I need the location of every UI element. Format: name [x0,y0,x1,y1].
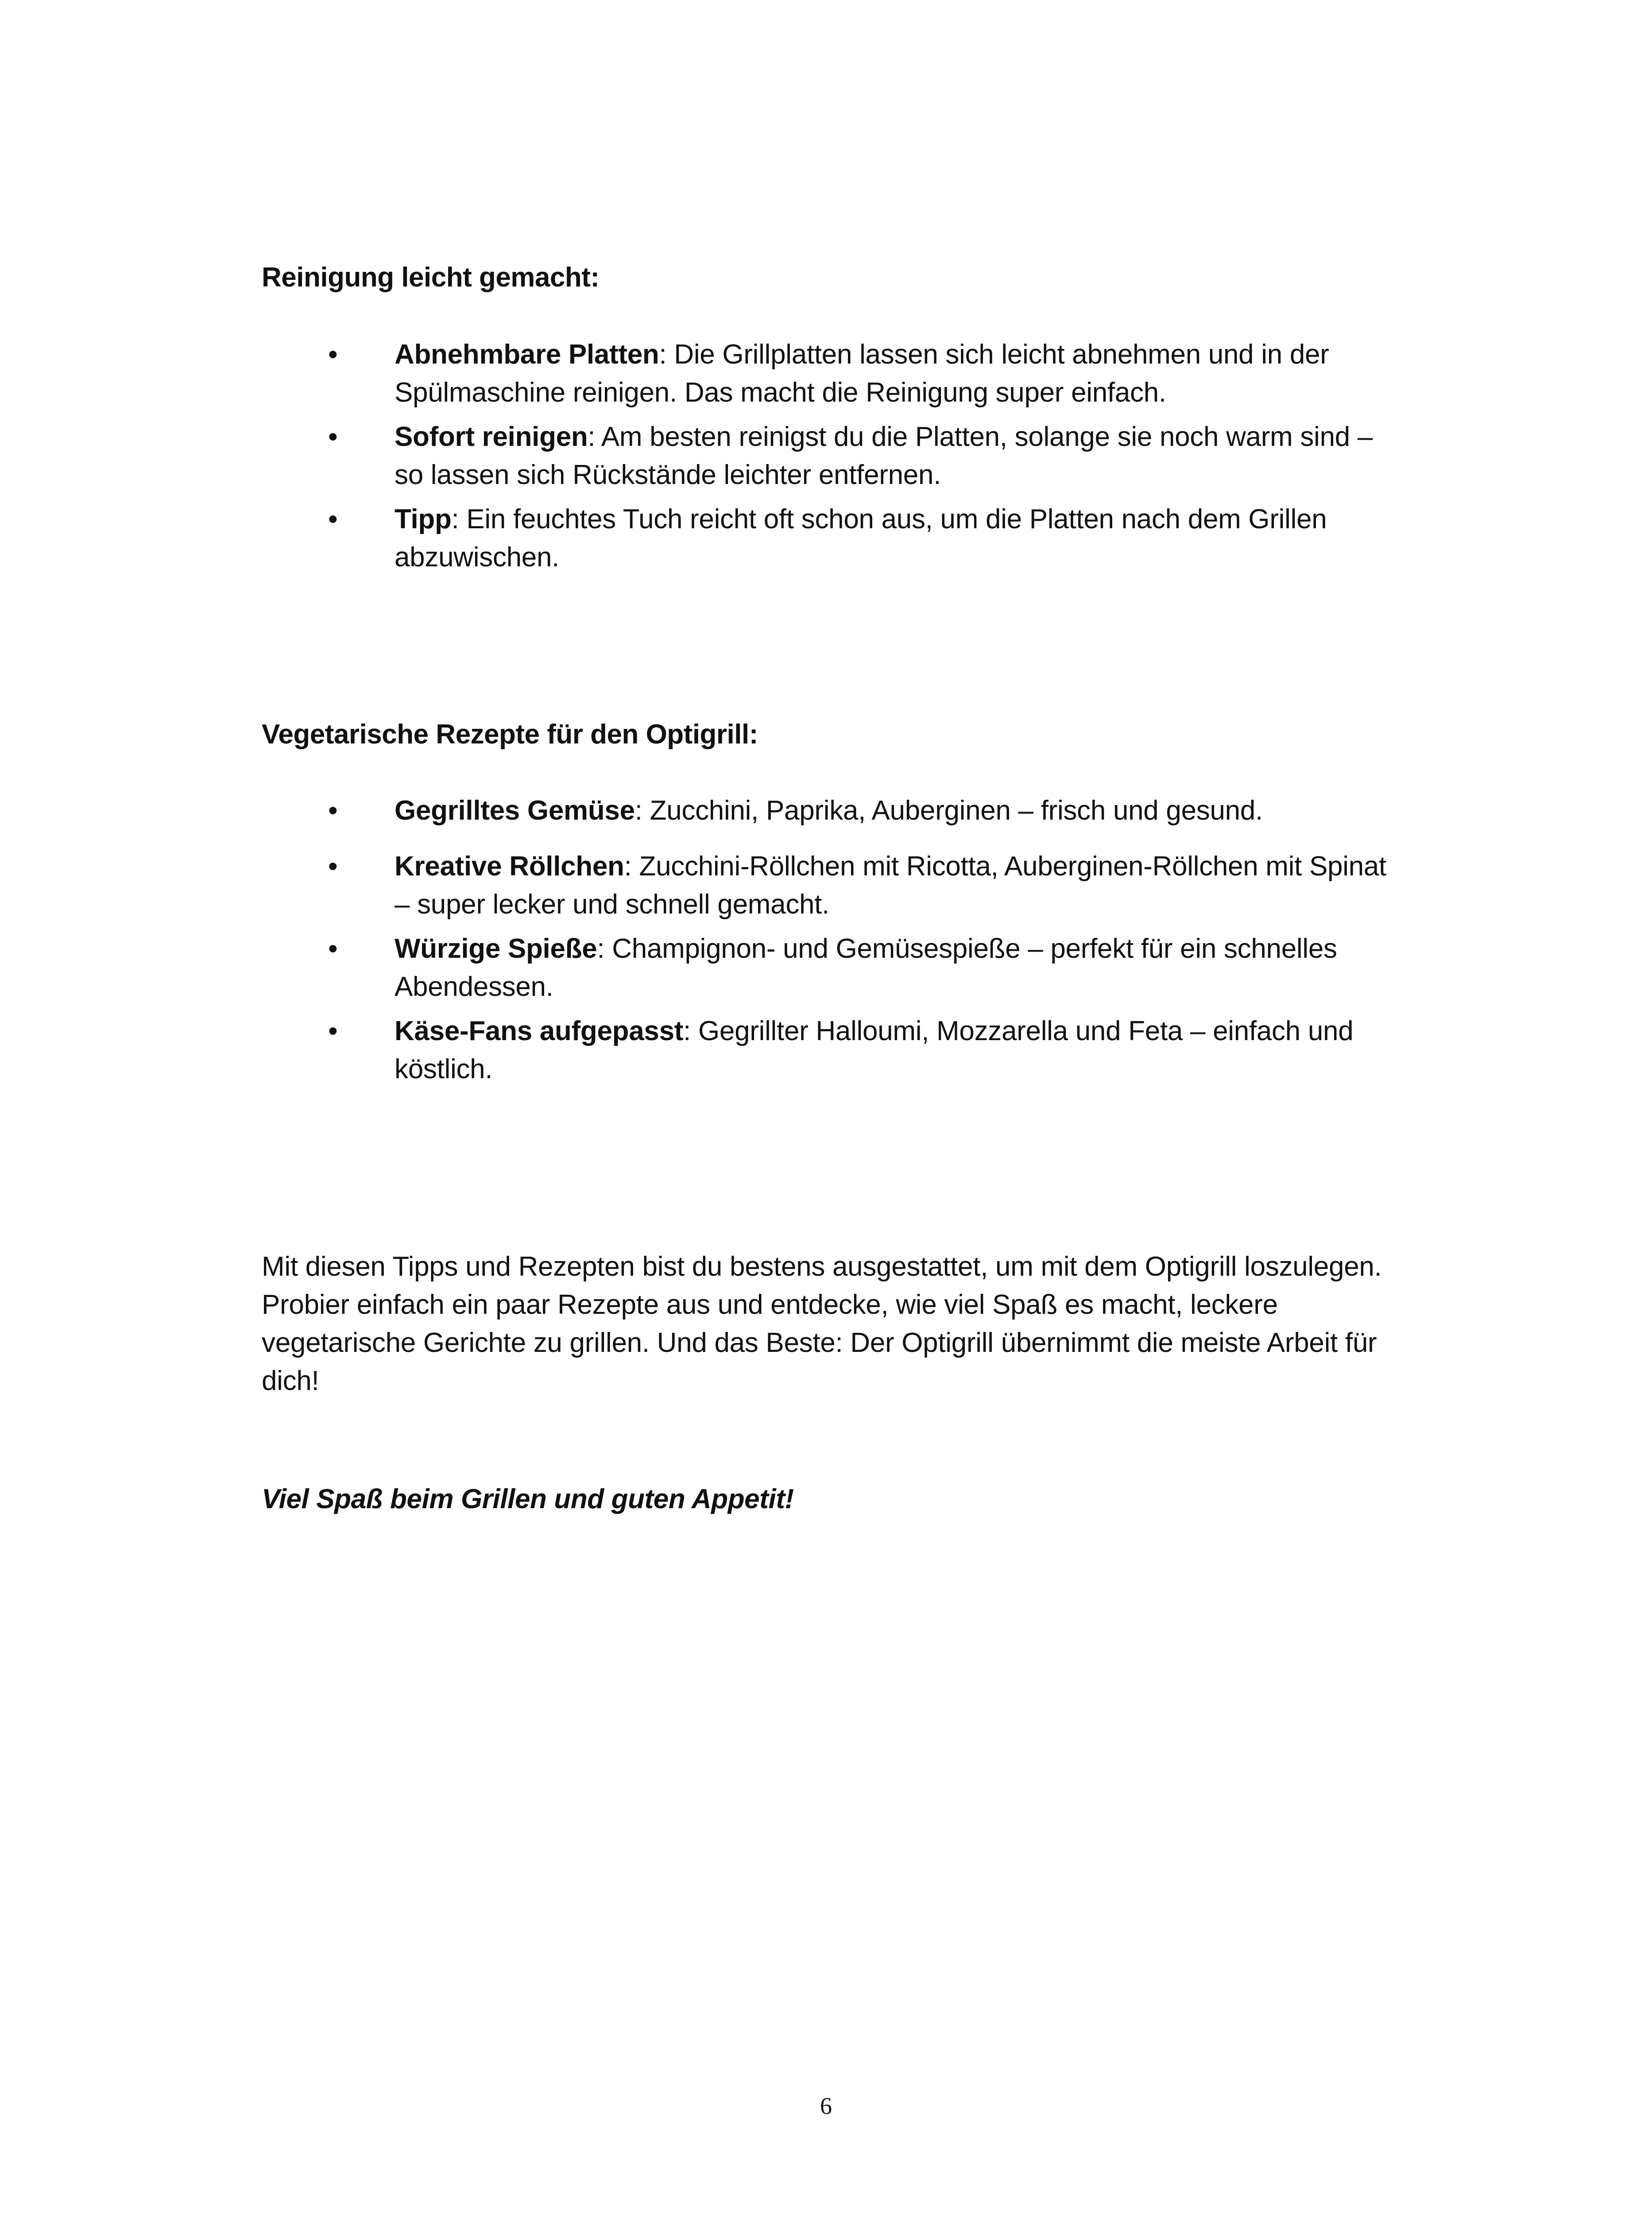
list-item-term: Sofort reinigen [395,422,588,452]
bullet-icon: • [328,422,338,452]
bullet-icon: • [328,933,338,964]
list-item-text: : Champignon- und Gemüsespieße – perfekt für ein schnelles Abendessen. [395,933,1337,1002]
bullet-icon: • [328,851,338,882]
list-item-text: : Ein feuchtes Tuch reicht oft schon aus, um die Platten nach dem Grillen abzuwischen. [395,504,1327,573]
cleaning-heading: Reinigung leicht gemacht: [262,262,600,293]
page-number: 6 [820,2093,832,2119]
list-item [262,1012,1395,1088]
list-item-term: Würzige Spieße [395,933,597,964]
list-item-text: : Zucchini-Röllchen mit Ricotta, Auberginen-Röllchen mit Spinat – super lecker und schnell gemacht. [395,851,1386,920]
recipes-list [262,792,1395,1088]
list-item-term: Tipp [395,504,452,534]
closing-line: Viel Spaß beim Grillen und guten Appetit! [262,1484,794,1514]
bullet-icon: • [328,504,338,534]
list-item-term: Gegrilltes Gemüse [395,795,635,826]
list-item-text: : Am besten reinigst du die Platten, solange sie noch warm sind – so lassen sich Rückstände leichter entfernen. [395,422,1373,490]
bullet-icon: • [328,1016,338,1046]
list-item [262,930,1395,1006]
list-item-term: Käse-Fans aufgepasst [395,1016,684,1046]
list-item [262,848,1395,924]
list-item [262,336,1395,412]
list-item-term: Kreative Röllchen [395,851,624,882]
summary-paragraph: Mit diesen Tipps und Rezepten bist du bestens ausgestattet, um mit dem Optigrill loszulegen. Probier einfach ein paar Rezepte aus und entdecke, wie viel Spaß es macht, leckere vegetarische Gerichte zu grillen. Und das Beste: Der Optigrill übernimmt die meiste Arbeit für dich! [262,1251,1382,1396]
list-item-text: : Die Grillplatten lassen sich leicht abnehmen und in der Spülmaschine reinigen. Das macht die Reinigung super einfach. [395,339,1329,408]
list-item-term: Abnehmbare Platten [395,339,659,370]
list-item [262,792,1395,830]
list-item-text: : Zucchini, Paprika, Auberginen – frisch und gesund. [634,795,1263,826]
recipes-heading: Vegetarische Rezepte für den Optigrill: [262,719,758,750]
list-item [262,418,1395,494]
bullet-icon: • [328,795,338,826]
list-item-text: : Gegrillter Halloumi, Mozzarella und Feta – einfach und köstlich. [395,1016,1354,1084]
cleaning-list [262,336,1395,577]
list-item [262,500,1395,577]
bullet-icon: • [328,339,338,370]
